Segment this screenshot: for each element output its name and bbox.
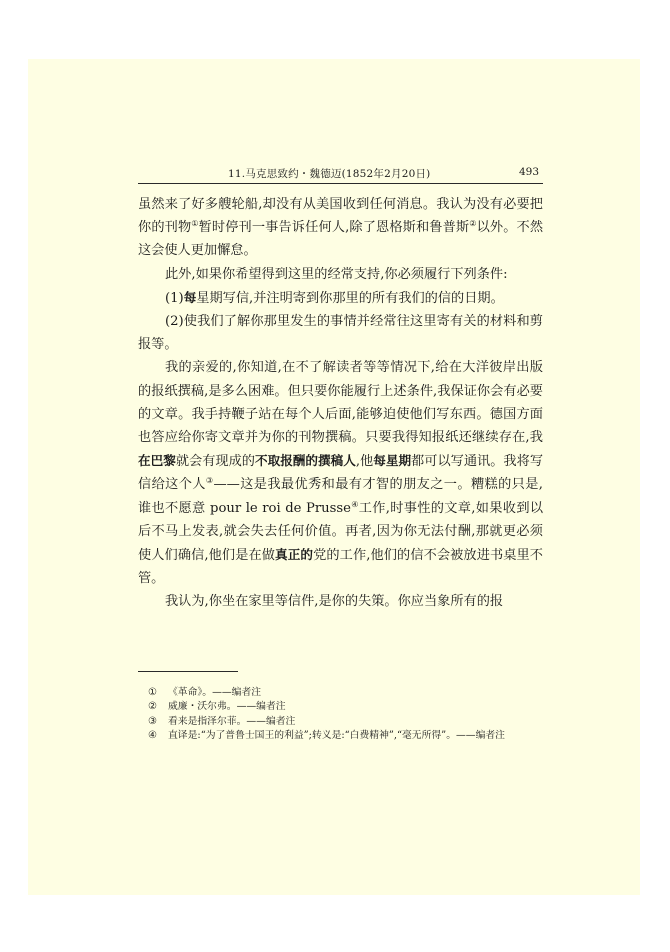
footnote-ref-2[interactable]: ② bbox=[469, 219, 477, 229]
emphasis: 每 bbox=[183, 289, 197, 305]
emphasis: 在巴黎 bbox=[138, 453, 176, 469]
paragraph-6: 我认为,你坐在家里等信件,是你的失策。你应当象所有的报 bbox=[165, 594, 504, 610]
footnotes bbox=[148, 686, 543, 744]
footnote-2: ② 威廉・沃尔弗。——编者注 bbox=[148, 701, 286, 713]
footnote-ref-1[interactable]: ① bbox=[191, 219, 199, 229]
paragraph-5: 我的亲爱的,你知道,在不了解读者等等情况下,给在大洋彼岸出版的报纸撰稿,是多么困难。但只要你能履行上述条件,我保证你会有必要的文章。我手持鞭子站在每个人后面,能够迫使他们写东西。德国方面也答应给你寄文章并为你的刊物撰稿。只要我得知报纸还继续存在,我在巴黎就会有现成的不取报酬的撰稿人,他每星期都可以写通讯。我将写信给这个人③——这是我最优秀和最有才智的朋友之一。糟糕的只是,谁也不愿意 pour le roi de Prusse④工作,时事性的文章,如果收到以后不马上发表,就会失去任何价值。再者,因为你无法付酬,那就更必须使人们确信,他们是在做真正的党的工作,他们的信不会被放进书桌里不管。 bbox=[138, 360, 544, 587]
header-title: 11.马克思致约・魏德迈(1852年2月20日) bbox=[228, 168, 431, 180]
paragraph-3: (1)每星期写信,并注明寄到你那里的所有我们的信的日期。 bbox=[165, 289, 504, 306]
running-header bbox=[138, 164, 543, 182]
footnote-1: ① 《革命》。——编者注 bbox=[148, 687, 262, 698]
page-number: 493 bbox=[518, 166, 539, 178]
footnote-ref-3[interactable]: ③ bbox=[205, 476, 214, 486]
body-text bbox=[138, 193, 543, 614]
header-rule bbox=[138, 183, 543, 184]
emphasis: 真正的 bbox=[275, 547, 314, 563]
paragraph-1: 虽然来了好多艘轮船,却没有从美国收到任何消息。我认为没有必要把你的刊物①暂时停刊一事告诉任何人,除了恩格斯和鲁普斯②以外。不然这会使人更加懈怠。 bbox=[138, 197, 544, 259]
footnote-3: ③ 看来是指泽尔菲。——编者注 bbox=[148, 715, 296, 727]
emphasis: 不取报酬的撰稿人 bbox=[255, 453, 356, 469]
paragraph-2: 此外,如果你希望得到这里的经常支持,你必须履行下列条件: bbox=[165, 266, 508, 282]
footnote-4: ④ 直译是:“为了普鲁士国王的利益”;转义是:“白费精神”,“毫无所得”。——编者注 bbox=[148, 730, 505, 742]
footnote-ref-4[interactable]: ④ bbox=[350, 499, 359, 509]
footnote-rule bbox=[138, 671, 238, 672]
paragraph-4: (2)使我们了解你那里发生的事情并经常往这里寄有关的材料和剪报等。 bbox=[138, 314, 543, 353]
emphasis: 每星期 bbox=[373, 453, 412, 469]
